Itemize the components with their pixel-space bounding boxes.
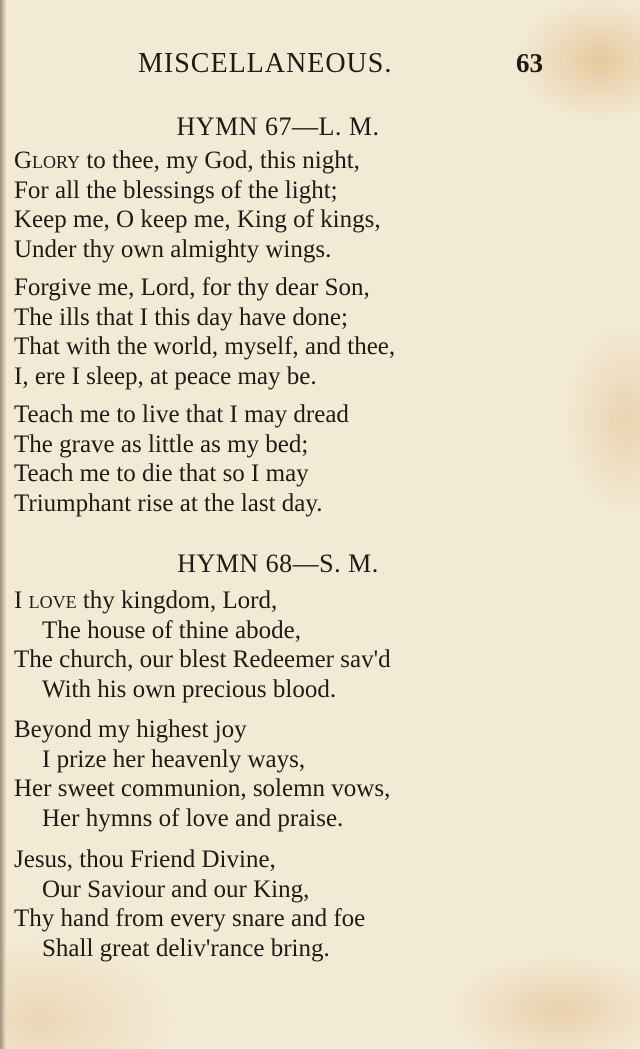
verse-line: Teach me to live that I may dread: [14, 401, 349, 428]
verse-line: Forgive me, Lord, for thy dear Son,: [14, 274, 370, 301]
hymn-68-title: HYMN 68—S. M.: [177, 549, 379, 578]
verse-line: [14, 586, 391, 616]
verse-line: Beyond my highest joy: [14, 716, 247, 743]
hymn-67-title: HYMN 67—L. M.: [176, 112, 380, 141]
verse-line: Shall great deliv'rance bring.: [42, 934, 330, 962]
verse-line: Keep me, O keep me, King of kings,: [14, 206, 381, 233]
verse-line: Jesus, thou Friend Divine,: [14, 846, 276, 873]
hymn-68-stanza-3: [14, 845, 365, 963]
running-title: MISCELLANEOUS.: [138, 48, 393, 79]
hymn-68-stanza-2: [14, 715, 390, 833]
verse-line: With his own precious blood.: [42, 675, 337, 703]
verse-line-lead: I love: [14, 587, 77, 614]
verse-line: Under thy own almighty wings.: [14, 235, 332, 263]
verse-line: [14, 146, 381, 176]
page-header: [0, 48, 640, 82]
verse-line: The church, our blest Redeemer sav'd: [14, 646, 391, 673]
verse-line: Her sweet communion, solemn vows,: [14, 775, 391, 802]
verse-line: Her hymns of love and praise.: [42, 804, 344, 832]
verse-line: The house of thine abode,: [42, 616, 301, 644]
verse-line: I, ere I sleep, at peace may be.: [14, 362, 317, 390]
verse-line: Our Saviour and our King,: [42, 875, 310, 903]
verse-line: Triumphant rise at the last day.: [14, 489, 323, 517]
verse-line: The grave as little as my bed;: [14, 430, 309, 458]
hymn-67-stanza-1: [14, 146, 381, 264]
verse-line-lead: Glory: [14, 147, 81, 174]
hymn-68-stanza-1: [14, 586, 391, 704]
verse-line: For all the blessings of the light;: [14, 176, 338, 204]
verse-line: That with the world, myself, and thee,: [14, 333, 396, 360]
hymn-67-stanza-2: [14, 273, 395, 391]
verse-line-text: thy kingdom, Lord,: [76, 587, 278, 614]
verse-line: Thy hand from every snare and foe: [14, 905, 366, 932]
hymn-67-stanza-3: [14, 400, 349, 518]
verse-line-text: to thee, my God, this night,: [80, 147, 360, 174]
page-number: 63: [516, 48, 543, 78]
verse-line: I prize her heavenly ways,: [42, 745, 306, 773]
page-binding-edge: [0, 0, 6, 1049]
verse-line: Teach me to die that so I may: [14, 460, 309, 487]
verse-line: The ills that I this day have done;: [14, 303, 348, 331]
